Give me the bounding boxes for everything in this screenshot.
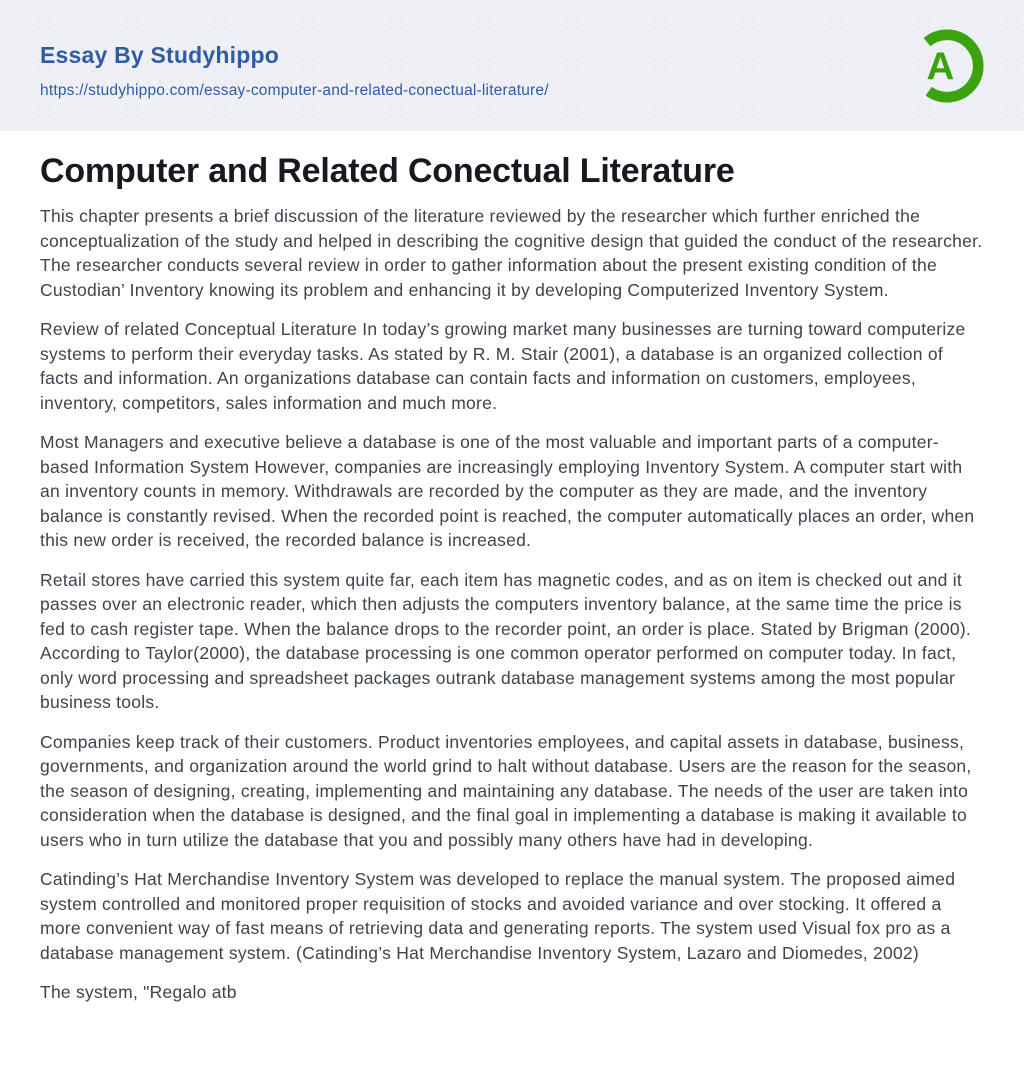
- paragraph: The system, "Regalo atb: [40, 982, 237, 1003]
- essay-url-link[interactable]: https://studyhippo.com/essay-computer-and-related-conectual-literature/: [40, 81, 549, 99]
- paragraph: Most Managers and executive believe a database is one of the most valuable and important parts of a computer-based Information System However, companies are increasingly employing Inventory System. A computer start with an inventory counts in memory. Withdrawals are recorded by the computer as they are made, and the inventory balance is constantly revised. When the recorded point is reached, the computer automatically places an order, when this new order is received, the recorded balance is increased.: [40, 432, 975, 551]
- paragraph: This chapter presents a brief discussion of the literature reviewed by the researcher which further enriched the conceptualization of the study and helped in describing the cognitive design that guided the conduct of the researcher. The researcher conducts several review in order to gather information about the present existing condition of the Custodian’ Inventory knowing its problem and enhancing it by developing Computerized Inventory System.: [40, 206, 983, 300]
- paragraph: Review of related Conceptual Literature In today’s growing market many businesses are turning toward computerize systems to perform their everyday tasks. As stated by R. M. Stair (2001), a database is an organized collection of facts and information. An organizations database can contain facts and information on customers, employees, inventory, competitors, sales information and much more.: [40, 319, 966, 413]
- essay-title: Computer and Related Conectual Literature: [40, 152, 735, 190]
- essay-article: [0, 131, 1024, 1005]
- site-title: Essay By Studyhippo: [40, 41, 279, 68]
- studyhippo-logo-link[interactable]: [906, 23, 988, 109]
- paragraph: Catinding’s Hat Merchandise Inventory System was developed to replace the manual system. The proposed aimed system controlled and monitored proper requisition of stocks and avoided variance and over stocking. It offered a more convenient way of fast means of retrieving data and generating reports. The system used Visual fox pro as a database management system. (Catinding’s Hat Merchandise Inventory System, Lazaro and Diomedes, 2002): [40, 869, 956, 963]
- article-body: [40, 204, 984, 1005]
- page-header: [0, 0, 1024, 131]
- paragraph: Retail stores have carried this system quite far, each item has magnetic codes, and as on item is checked out and it passes over an electronic reader, which then adjusts the computers inventory balance, at the same time the price is fed to cash register tape. When the balance drops to the recorder point, an order is place. Stated by Brigman (2000). According to Taylor(2000), the database processing is one common operator performed on computer today. In fact, only word processing and spreadsheet packages outrank database management systems among the most popular business tools.: [40, 569, 972, 713]
- studyhippo-logo-icon: [906, 23, 988, 109]
- logo-letter: A: [926, 45, 955, 89]
- header-text-block: [40, 32, 549, 100]
- paragraph: Companies keep track of their customers. Product inventories employees, and capital assets in database, business, governments, and organization around the world grind to halt without database. Users are the reason for the season, the season of designing, creating, implementing and maintaining any database. The needs of the user are taken into consideration when the database is designed, and the final goal in implementing a database is making it available to users who in turn utilize the database that you and possibly many others have had in developing.: [40, 731, 972, 850]
